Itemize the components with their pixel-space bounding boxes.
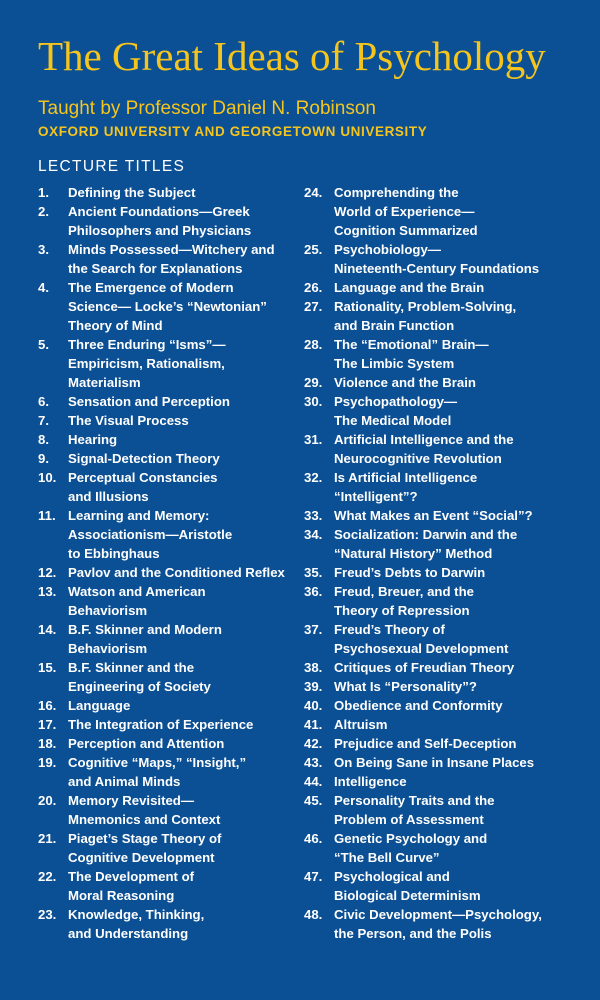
lecture-item: [38, 411, 300, 430]
lecture-number: 16.: [38, 698, 57, 713]
lecture-item: [38, 202, 300, 240]
lecture-item: [304, 715, 594, 734]
lecture-item: [304, 905, 594, 943]
lecture-title: Obedience and Conformity: [334, 698, 503, 713]
lecture-number: 38.: [304, 660, 323, 675]
lecture-item: [304, 791, 594, 829]
lecture-title: Perception and Attention: [68, 736, 225, 751]
lecture-title: Three Enduring “Isms”— Empiricism, Rationalism, Materialism: [68, 337, 226, 390]
lecture-title: Freud, Breuer, and the Theory of Repression: [334, 584, 474, 618]
lecture-titles-heading: LECTURE TITLES: [38, 158, 186, 175]
lecture-item: [38, 278, 300, 335]
lecture-title: Ancient Foundations—Greek Philosophers and Physicians: [68, 204, 252, 238]
lecture-item: [38, 658, 300, 696]
lecture-number: 43.: [304, 755, 323, 770]
lecture-item: [38, 449, 300, 468]
lecture-item: [304, 620, 594, 658]
lecture-number: 2.: [38, 204, 49, 219]
lecture-title: Comprehending the World of Experience— Cognition Summarized: [334, 185, 478, 238]
lecture-title: What Makes an Event “Social”?: [334, 508, 533, 523]
lecture-item: [38, 905, 300, 943]
course-title: The Great Ideas of Psychology: [38, 33, 546, 79]
lecture-title: Minds Possessed—Witchery and the Search for Explanations: [68, 242, 275, 276]
lecture-title: Piaget’s Stage Theory of Cognitive Development: [68, 831, 222, 865]
lecture-title: The Emergence of Modern Science— Locke’s “Newtonian” Theory of Mind: [68, 280, 267, 333]
lecture-item: [304, 240, 594, 278]
lecture-title: Hearing: [68, 432, 118, 447]
lecture-title: B.F. Skinner and Modern Behaviorism: [68, 622, 222, 656]
lecture-number: 14.: [38, 622, 57, 637]
lecture-title: The Integration of Experience: [68, 717, 254, 732]
lecture-item: [38, 753, 300, 791]
lecture-item: [304, 373, 594, 392]
lecture-item: [38, 392, 300, 411]
lecture-title: Psychobiology— Nineteenth-Century Foundations: [334, 242, 540, 276]
lecture-item: [304, 772, 594, 791]
lecture-title: Critiques of Freudian Theory: [334, 660, 515, 675]
lecture-title: Socialization: Darwin and the “Natural History” Method: [334, 527, 518, 561]
lecture-number: 4.: [38, 280, 49, 295]
lecture-number: 40.: [304, 698, 323, 713]
lecture-number: 9.: [38, 451, 49, 466]
lecture-title: Language: [68, 698, 131, 713]
lecture-item: [38, 468, 300, 506]
lecture-item: [38, 240, 300, 278]
lecture-title: The Visual Process: [68, 413, 189, 428]
lecture-number: 39.: [304, 679, 323, 694]
lecture-number: 28.: [304, 337, 323, 352]
lecture-number: 12.: [38, 565, 57, 580]
lecture-title: Psychopathology— The Medical Model: [334, 394, 458, 428]
lecture-title: Defining the Subject: [68, 185, 196, 200]
lecture-item: [38, 506, 300, 563]
lecture-number: 17.: [38, 717, 57, 732]
lecture-number: 41.: [304, 717, 323, 732]
lecture-title: Signal-Detection Theory: [68, 451, 220, 466]
lecture-number: 34.: [304, 527, 323, 542]
lecture-number: 26.: [304, 280, 323, 295]
lecture-number: 19.: [38, 755, 57, 770]
lecture-item: [38, 791, 300, 829]
lecture-number: 46.: [304, 831, 323, 846]
lecture-number: 1.: [38, 185, 49, 200]
lecture-title: Altruism: [334, 717, 388, 732]
lecture-number: 45.: [304, 793, 323, 808]
university-affiliation: OXFORD UNIVERSITY AND GEORGETOWN UNIVERSITY: [38, 124, 428, 139]
lecture-title: Rationality, Problem-Solving, and Brain Function: [334, 299, 517, 333]
lecture-item: [38, 620, 300, 658]
lecture-title: Learning and Memory: Associationism—Aristotle to Ebbinghaus: [68, 508, 233, 561]
lecture-number: 6.: [38, 394, 49, 409]
lecture-title: What Is “Personality”?: [334, 679, 477, 694]
lecture-title: Artificial Intelligence and the Neurocognitive Revolution: [334, 432, 514, 466]
lecture-number: 36.: [304, 584, 323, 599]
lecture-number: 5.: [38, 337, 49, 352]
lecture-number: 18.: [38, 736, 57, 751]
lecture-title: The “Emotional” Brain— The Limbic System: [334, 337, 489, 371]
lecture-title: Personality Traits and the Problem of Assessment: [334, 793, 495, 827]
lecture-number: 10.: [38, 470, 57, 485]
lecture-item: [304, 696, 594, 715]
lecture-number: 15.: [38, 660, 57, 675]
lecture-title: Prejudice and Self-Deception: [334, 736, 517, 751]
lecture-number: 11.: [38, 508, 56, 523]
lecture-list-left: [38, 183, 300, 943]
lecture-number: 30.: [304, 394, 323, 409]
lecture-item: [304, 734, 594, 753]
lecture-item: [304, 430, 594, 468]
lecture-number: 22.: [38, 869, 57, 884]
lecture-number: 35.: [304, 565, 323, 580]
lecture-number: 8.: [38, 432, 49, 447]
lecture-title: Freud’s Debts to Darwin: [334, 565, 486, 580]
lecture-item: [38, 335, 300, 392]
lecture-title: Is Artificial Intelligence “Intelligent”?: [334, 470, 478, 504]
lecture-item: [38, 563, 300, 582]
lecture-item: [304, 297, 594, 335]
lecture-item: [304, 677, 594, 696]
lecture-item: [304, 582, 594, 620]
lecture-item: [304, 867, 594, 905]
lecture-title: Cognitive “Maps,” “Insight,” and Animal Minds: [68, 755, 247, 789]
lecture-title: Pavlov and the Conditioned Reflex: [68, 565, 285, 580]
lecture-number: 29.: [304, 375, 323, 390]
lecture-number: 33.: [304, 508, 323, 523]
lecture-title: Perceptual Constancies and Illusions: [68, 470, 218, 504]
lecture-number: 44.: [304, 774, 323, 789]
lecture-title: Language and the Brain: [334, 280, 485, 295]
lecture-title: B.F. Skinner and the Engineering of Society: [68, 660, 211, 694]
lecture-item: [38, 734, 300, 753]
lecture-title: Intelligence: [334, 774, 407, 789]
lecture-item: [304, 829, 594, 867]
lecture-title: Freud’s Theory of Psychosexual Development: [334, 622, 509, 656]
lecture-number: 42.: [304, 736, 323, 751]
lecture-number: 23.: [38, 907, 57, 922]
lecture-item: [304, 392, 594, 430]
professor-byline: Taught by Professor Daniel N. Robinson: [38, 98, 376, 119]
lecture-item: [38, 183, 300, 202]
lecture-title: Memory Revisited— Mnemonics and Context: [68, 793, 221, 827]
lecture-item: [304, 658, 594, 677]
lecture-title: Sensation and Perception: [68, 394, 230, 409]
lecture-number: 37.: [304, 622, 323, 637]
lecture-number: 48.: [304, 907, 323, 922]
lecture-title: Knowledge, Thinking, and Understanding: [68, 907, 205, 941]
lecture-item: [304, 335, 594, 373]
lecture-item: [38, 715, 300, 734]
lecture-number: 21.: [38, 831, 57, 846]
lecture-number: 20.: [38, 793, 57, 808]
lecture-title: The Development of Moral Reasoning: [68, 869, 195, 903]
lecture-title: Psychological and Biological Determinism: [334, 869, 481, 903]
lecture-title: Civic Development—Psychology, the Person, and the Polis: [334, 907, 542, 941]
lecture-title: Genetic Psychology and “The Bell Curve”: [334, 831, 488, 865]
lecture-number: 27.: [304, 299, 323, 314]
lecture-number: 47.: [304, 869, 323, 884]
lecture-number: 7.: [38, 413, 49, 428]
lecture-title: Violence and the Brain: [334, 375, 476, 390]
lecture-list-right: [304, 183, 594, 943]
lecture-title: On Being Sane in Insane Places: [334, 755, 535, 770]
lecture-item: [304, 506, 594, 525]
lecture-number: 13.: [38, 584, 57, 599]
lecture-number: 25.: [304, 242, 323, 257]
lecture-item: [304, 183, 594, 240]
lecture-item: [38, 430, 300, 449]
lecture-item: [304, 563, 594, 582]
lecture-item: [38, 867, 300, 905]
lecture-number: 24.: [304, 185, 323, 200]
lecture-item: [304, 468, 594, 506]
lecture-item: [38, 696, 300, 715]
lecture-item: [304, 525, 594, 563]
lecture-number: 3.: [38, 242, 49, 257]
lecture-item: [38, 829, 300, 867]
lecture-title: Watson and American Behaviorism: [68, 584, 206, 618]
lecture-item: [304, 753, 594, 772]
lecture-item: [38, 582, 300, 620]
lecture-number: 31.: [304, 432, 323, 447]
lecture-number: 32.: [304, 470, 323, 485]
lecture-item: [304, 278, 594, 297]
